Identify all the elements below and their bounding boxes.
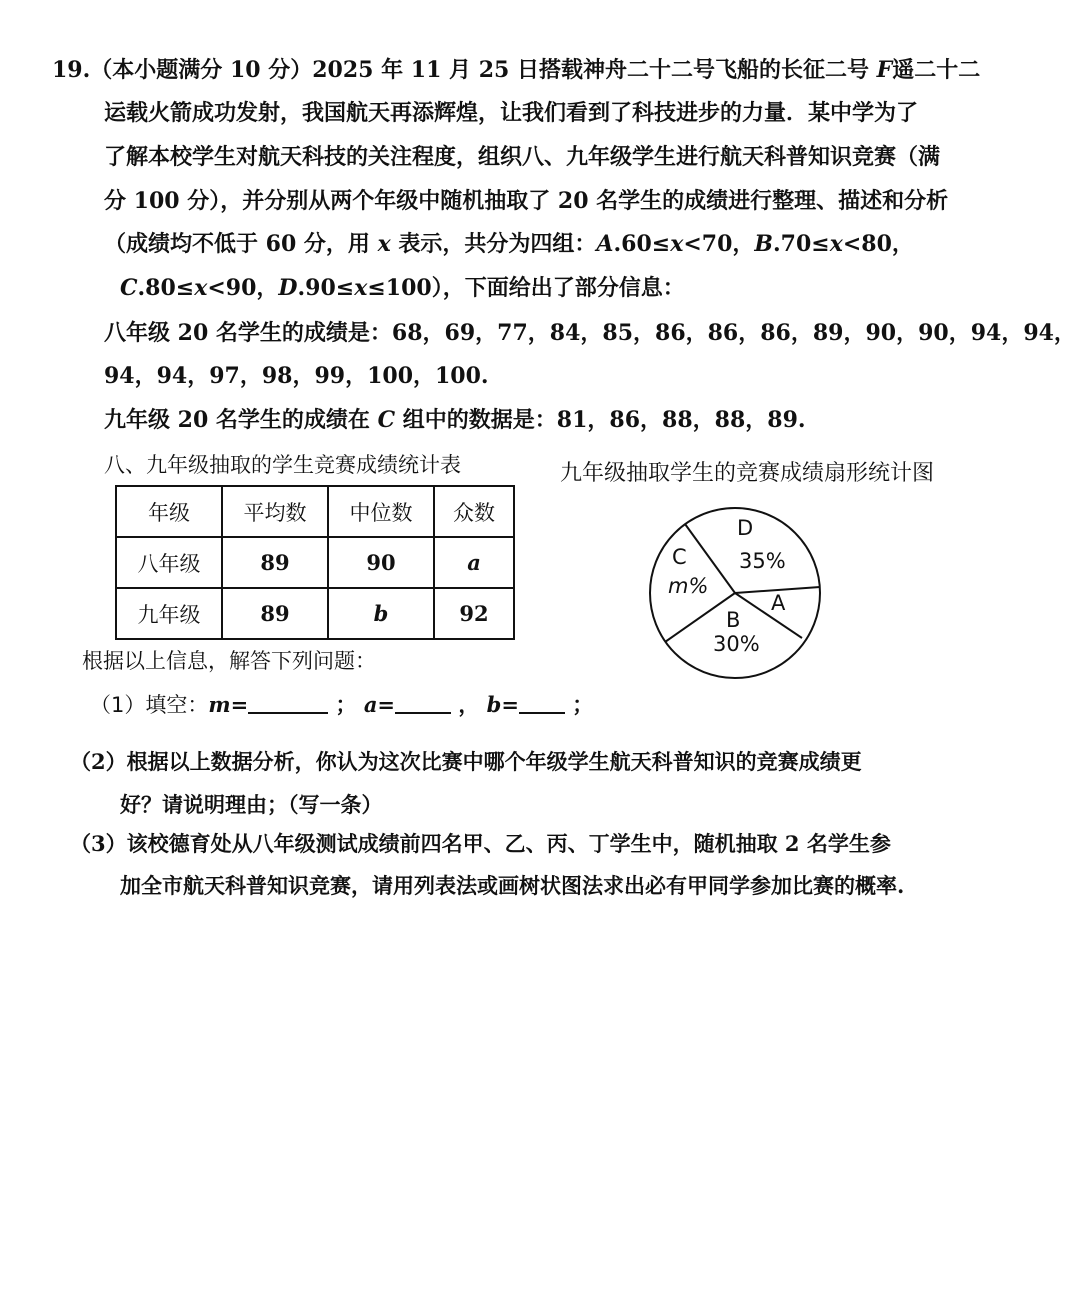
grade9-text-b: 组中的数据是：81，86，88，88，89. <box>402 407 806 433</box>
question-line-4: 分 100 分），并分别从两个年级中随机抽取了 20 名学生的成绩进行整理、描述和分析 <box>104 188 949 214</box>
row-grade9-label: 九年级 <box>116 588 222 639</box>
group-d-upper: ≤100），下面给出了部分信息： <box>367 275 685 301</box>
group-a-upper: <70， <box>683 231 755 257</box>
q1-sep1: ； <box>335 692 357 717</box>
q1-a-label: a= <box>363 692 396 717</box>
grade8-scores-line-2: 94，94，97，98，99，100，100. <box>104 363 489 389</box>
question-text-1a: （本小题满分 10 分）2025 年 11 月 25 日搭载神舟二十二号飞船的长征二号 <box>90 57 869 83</box>
row-grade9-mean: 89 <box>222 588 328 639</box>
q1-b-blank[interactable] <box>519 692 565 714</box>
question-line-5 <box>104 229 914 259</box>
group-c-label: C <box>120 275 138 301</box>
var-x-4: x <box>194 275 208 301</box>
table-title: 八、九年级抽取的学生竞赛成绩统计表 <box>104 453 461 477</box>
q2-line-1: （2）根据以上数据分析，你认为这次比赛中哪个年级学生航天科普知识的竞赛成绩更 <box>70 749 862 774</box>
q1-prefix: （1）填空： <box>90 693 209 717</box>
row-grade8-median: 90 <box>328 537 434 588</box>
group-b-label: B <box>754 231 774 257</box>
pie-label-c: C <box>672 545 687 569</box>
group-c-ref: C <box>377 407 396 433</box>
group-a-label: A <box>596 231 614 257</box>
table-row <box>116 588 514 639</box>
pie-label-a: A <box>771 591 786 615</box>
questions-intro: 根据以上信息，解答下列问题： <box>82 649 376 673</box>
header-mode: 众数 <box>434 486 514 537</box>
question-line-3: 了解本校学生对航天科技的关注程度，组织八、九年级学生进行航天科普知识竞赛（满 <box>104 144 941 170</box>
row-grade9-median: b <box>328 588 434 639</box>
question-line-1 <box>52 55 980 85</box>
group-d-label: D <box>278 275 298 301</box>
pie-value-d: 35% <box>739 549 786 573</box>
question-text-5a: （成绩均不低于 60 分，用 <box>104 231 370 257</box>
pie-value-b: 30% <box>713 632 760 656</box>
table-header-row <box>116 486 514 537</box>
var-x-5: x <box>354 275 368 301</box>
pie-label-b: B <box>726 608 741 632</box>
q1-sep3: ； <box>572 692 594 717</box>
header-mean: 平均数 <box>222 486 328 537</box>
grade9-text-a: 九年级 20 名学生的成绩在 <box>104 407 370 433</box>
group-b-lower: .70≤ <box>773 231 830 257</box>
pie-chart <box>640 498 830 688</box>
question-number: 19. <box>52 57 91 83</box>
var-x-3: x <box>829 231 843 257</box>
q1-m-label: m= <box>208 692 249 717</box>
grade8-scores-line-1: 八年级 20 名学生的成绩是：68，69，77，84，85，86，86，86，89，90，90，94，94， <box>104 320 1076 346</box>
question-line-6 <box>120 273 685 303</box>
q1-sep2: ， <box>458 692 480 717</box>
pie-chart-title: 九年级抽取学生的竞赛成绩扇形统计图 <box>560 461 935 486</box>
group-c-lower: .80≤ <box>137 275 195 301</box>
var-x-2: x <box>670 231 684 257</box>
pie-value-c: m% <box>668 574 709 598</box>
question-text-1b: 遥二十二 <box>892 57 981 83</box>
q3-line-2: 加全市航天科普知识竞赛，请用列表法或画树状图法求出必有甲同学参加比赛的概率. <box>120 873 905 898</box>
table-row <box>116 537 514 588</box>
rocket-variant-f: F <box>876 57 893 83</box>
q1-b-label: b= <box>486 692 519 717</box>
q1-line <box>90 690 593 720</box>
q1-m-blank[interactable] <box>248 692 328 714</box>
header-median: 中位数 <box>328 486 434 537</box>
group-c-upper: <90， <box>207 275 279 301</box>
row-grade8-label: 八年级 <box>116 537 222 588</box>
q1-a-blank[interactable] <box>395 692 451 714</box>
row-grade9-mode: 92 <box>434 588 514 639</box>
grade9-c-group-line <box>104 405 806 435</box>
group-d-lower: .90≤ <box>297 275 355 301</box>
question-line-2: 运载火箭成功发射，我国航天再添辉煌，让我们看到了科技进步的力量．某中学为了 <box>104 100 919 126</box>
row-grade8-mean: 89 <box>222 537 328 588</box>
group-a-lower: .60≤ <box>613 231 671 257</box>
stats-table <box>115 485 515 640</box>
var-x-1: x <box>377 231 391 257</box>
q3-line-1: （3）该校德育处从八年级测试成绩前四名甲、乙、丙、丁学生中，随机抽取 2 名学生参 <box>70 831 891 856</box>
row-grade8-mode: a <box>434 537 514 588</box>
pie-label-d: D <box>737 516 754 540</box>
group-b-upper: <80， <box>842 231 914 257</box>
question-text-5b: 表示，共分为四组： <box>398 231 597 257</box>
q2-line-2: 好？请说明理由；（写一条） <box>120 792 383 817</box>
header-grade: 年级 <box>116 486 222 537</box>
